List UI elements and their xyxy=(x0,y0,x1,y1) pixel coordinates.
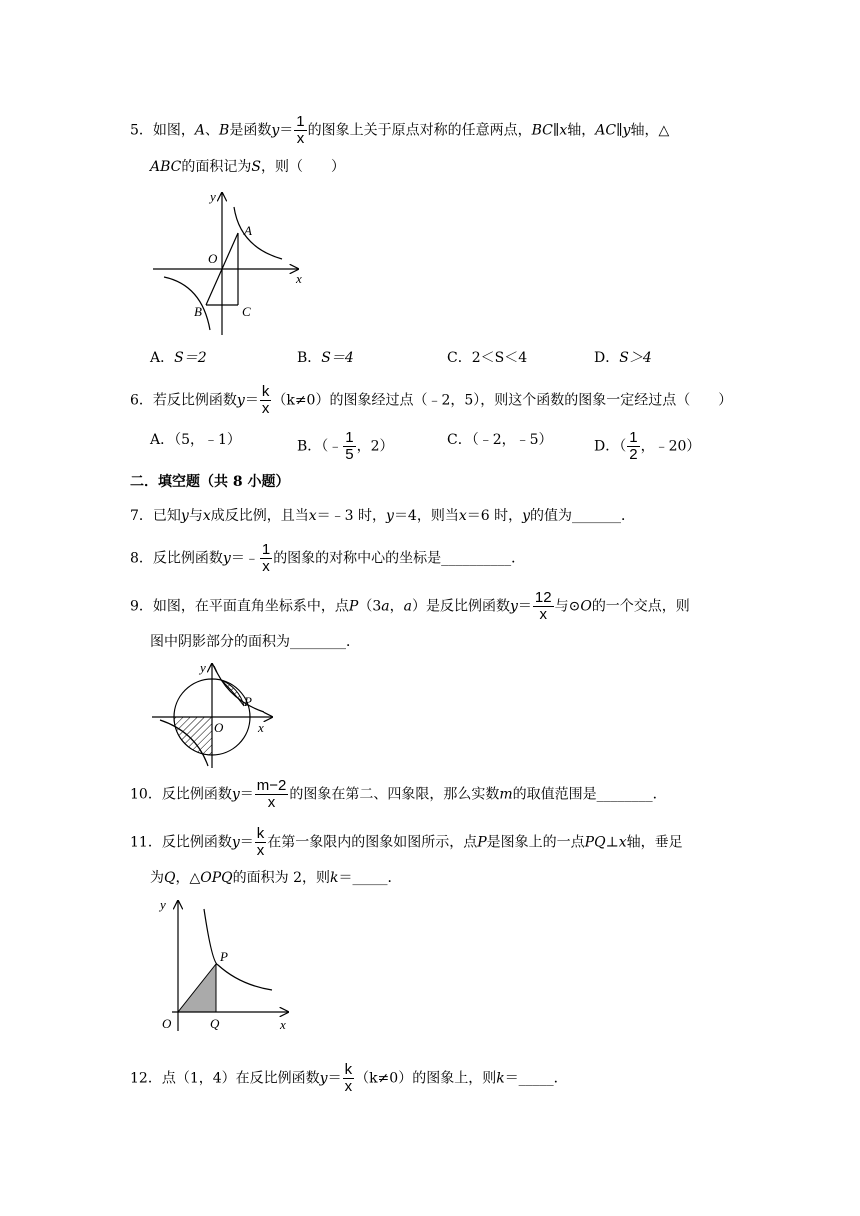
q6-option-b[interactable] xyxy=(297,430,394,463)
q9-var-y: y xyxy=(509,598,518,615)
q5-var-a: A xyxy=(194,122,206,139)
q9-text: ， xyxy=(389,598,404,615)
q7-line xyxy=(130,506,635,526)
q5-line2 xyxy=(150,157,345,177)
q12-condition: （k≠0） xyxy=(355,1070,413,1087)
q11-var-opq: OPQ xyxy=(200,870,233,886)
q9-var-a: a xyxy=(403,598,412,615)
q11-text: 的面积为 2，则 xyxy=(232,870,330,886)
fraction-denominator: 2 xyxy=(629,446,638,463)
option-fraction xyxy=(627,430,639,463)
q11-text: 在第一象限内的图象如图所示，点 xyxy=(267,834,478,851)
q6-line xyxy=(130,384,732,417)
q10-number: 10． xyxy=(130,786,162,803)
q11-text: 是图象上的一点 xyxy=(486,834,585,851)
q7-text: ＝﹣3 时， xyxy=(316,508,387,524)
q5-var-y: y xyxy=(622,122,631,139)
label-o: O xyxy=(208,251,218,266)
q6-text: 若反比例函数 xyxy=(152,392,237,409)
q10-var-y: y xyxy=(231,786,240,803)
q10-var-m: m xyxy=(499,786,513,803)
q7-text: 与 xyxy=(188,508,203,524)
q12-fraction xyxy=(343,1062,355,1095)
parallel-symbol: ∥ xyxy=(616,122,623,139)
option-body: B．（﹣ xyxy=(297,438,343,455)
q11-text: ⊥ xyxy=(605,834,619,851)
q8-fraction xyxy=(260,542,272,575)
q5-text: 是函数 xyxy=(229,122,272,139)
q5-eq: ＝ xyxy=(279,122,294,139)
label-y: y xyxy=(160,897,166,912)
option-body: A．（5，﹣1） xyxy=(150,432,241,448)
option-body: S＝4 xyxy=(321,350,354,366)
q7-var-x: x xyxy=(202,508,211,524)
label-p: P xyxy=(220,949,228,964)
q5-text: 轴， xyxy=(567,122,596,139)
q11-text: 反比例函数 xyxy=(161,834,232,851)
q9-number: 9． xyxy=(130,598,153,615)
q12-line xyxy=(130,1062,568,1095)
fraction-denominator: x xyxy=(296,130,305,147)
q6-option-c[interactable] xyxy=(447,430,553,450)
q5-option-b[interactable] xyxy=(297,348,354,368)
q5-option-d[interactable] xyxy=(594,348,652,368)
option-body: ，2） xyxy=(356,438,394,455)
q9-line2 xyxy=(150,632,360,652)
label-y: y xyxy=(210,189,216,204)
q5-sep: 、 xyxy=(205,122,220,139)
option-key: D． xyxy=(594,350,620,366)
q11-var-x: x xyxy=(618,834,627,851)
q9-line1 xyxy=(130,590,690,623)
curve-q1 xyxy=(234,207,282,259)
label-x: x xyxy=(258,720,264,735)
q6-fraction xyxy=(260,384,272,417)
q5-text: 的面积记为 xyxy=(181,159,252,175)
label-a: A xyxy=(244,223,252,238)
q8-text: 反比例函数 xyxy=(152,550,223,567)
fraction-numerator: 1 xyxy=(261,541,271,558)
fraction-numerator: k xyxy=(261,383,270,400)
fraction-denominator: x xyxy=(344,1078,353,1095)
section-heading: 二．填空题（共 8 小题） xyxy=(130,474,290,490)
q5-var-ac: AC xyxy=(595,122,617,139)
option-body: 2＜S＜4 xyxy=(471,350,528,366)
q7-var-y: y xyxy=(522,508,531,524)
q7-number: 7． xyxy=(130,508,153,524)
q10-text: 反比例函数 xyxy=(161,786,232,803)
q5-line1 xyxy=(130,114,669,147)
q6-text: 的图象经过点（﹣2，5），则这个函数的图象一定经过点（ ） xyxy=(329,392,733,409)
label-y: y xyxy=(200,660,206,675)
q5-number: 5． xyxy=(130,122,153,139)
fraction-denominator: x xyxy=(256,842,265,859)
label-b: B xyxy=(194,304,202,319)
q8-number: 8． xyxy=(130,550,153,567)
fraction-denominator: 5 xyxy=(345,446,354,463)
q5-fraction xyxy=(294,114,306,147)
curve-q3 xyxy=(164,277,210,330)
q5-text: 轴，△ xyxy=(630,122,670,139)
q11-var-k: k xyxy=(330,870,339,886)
q11-text: 为 xyxy=(150,870,164,886)
q12-number: 12． xyxy=(130,1070,162,1087)
option-body: D．（ xyxy=(594,438,627,455)
q12-var-k: k xyxy=(496,1070,505,1087)
q7-var-y: y xyxy=(180,508,189,524)
q11-line1 xyxy=(130,826,683,859)
q6-option-d[interactable] xyxy=(594,430,700,463)
q8-text: 的图象的对称中心的坐标是__________． xyxy=(273,550,526,567)
q8-line xyxy=(130,542,525,575)
q7-text: 的值为_______． xyxy=(530,508,636,524)
q9-eq: ＝ xyxy=(517,598,532,615)
q7-var-y: y xyxy=(386,508,394,524)
q9-text: 图中阴影部分的面积为________． xyxy=(150,634,360,650)
q9-var-a: a xyxy=(381,598,390,615)
fraction-denominator: x xyxy=(262,558,270,575)
q10-text: 的取值范围是________． xyxy=(512,786,667,803)
option-body: S＝2 xyxy=(174,350,207,366)
q7-var-x: x xyxy=(308,508,317,524)
q11-fraction xyxy=(255,826,267,859)
q7-text: ＝4，则当 xyxy=(393,508,459,524)
label-o: O xyxy=(214,720,224,735)
q9-text: （3 xyxy=(358,598,382,615)
label-o: O xyxy=(162,1016,172,1031)
q6-eq: ＝ xyxy=(244,392,259,409)
curve-q2 xyxy=(214,666,264,712)
label-x: x xyxy=(280,1017,286,1032)
parallel-symbol: ∥ xyxy=(552,122,560,139)
q9-fraction xyxy=(533,590,554,623)
q5-var-b: B xyxy=(219,122,230,139)
fraction-denominator: x xyxy=(267,794,276,811)
label-x: x xyxy=(296,271,302,286)
fraction-numerator: m−2 xyxy=(256,777,287,794)
label-q: Q xyxy=(210,1016,220,1031)
fraction-numerator: 1 xyxy=(629,429,638,446)
fraction-numerator: k xyxy=(344,1061,353,1078)
q7-text: 成反比例，且当 xyxy=(210,508,309,524)
q7-var-x: x xyxy=(458,508,467,524)
q5-var-x: x xyxy=(559,122,568,139)
q6-condition: （k≠0） xyxy=(272,392,330,409)
q5-figure xyxy=(148,185,313,340)
q11-eq: ＝ xyxy=(239,834,254,851)
q5-option-c[interactable] xyxy=(447,348,527,368)
q11-var-pq: PQ xyxy=(584,834,606,851)
q11-text: ，△ xyxy=(175,870,201,886)
fraction-numerator: k xyxy=(256,825,265,842)
triangle-opq xyxy=(178,964,216,1012)
option-body: ，﹣20） xyxy=(640,438,701,455)
q9-text: 与⊙ xyxy=(554,598,581,615)
q5-text: 的图象上关于原点对称的任意两点， xyxy=(307,122,532,139)
q5-var-bc: BC xyxy=(531,122,553,139)
q8-eq: ＝﹣ xyxy=(230,550,259,567)
q7-text: 已知 xyxy=(152,508,181,524)
q12-var-y: y xyxy=(319,1070,328,1087)
label-c: C xyxy=(242,304,251,319)
option-key: B． xyxy=(297,350,322,366)
q11-var-p: P xyxy=(477,834,487,851)
q6-option-a[interactable] xyxy=(150,430,241,450)
q12-eq: ＝ xyxy=(327,1070,342,1087)
q9-text: 的一个交点，则 xyxy=(591,598,690,615)
fraction-denominator: x xyxy=(261,400,270,417)
q6-number: 6． xyxy=(130,392,153,409)
q5-var-y: y xyxy=(271,122,280,139)
q5-option-a[interactable] xyxy=(150,348,207,368)
q11-line2 xyxy=(150,868,401,888)
q12-text: 的图象上，则 xyxy=(412,1070,497,1087)
fraction-numerator: 1 xyxy=(345,429,354,446)
option-key: C． xyxy=(447,350,472,366)
q11-number: 11． xyxy=(130,834,162,851)
fraction-numerator: 1 xyxy=(296,113,305,130)
q9-text: 如图，在平面直角坐标系中，点 xyxy=(152,598,349,615)
fraction-numerator: 12 xyxy=(534,589,552,606)
option-body: S＞4 xyxy=(619,350,652,366)
q9-var-p: P xyxy=(348,598,359,615)
option-body: C．（﹣2，﹣5） xyxy=(447,432,553,448)
q11-text: 轴，垂足 xyxy=(626,834,683,851)
q5-text: 如图， xyxy=(152,122,195,139)
q9-text: ）是反比例函数 xyxy=(411,598,510,615)
option-fraction xyxy=(343,430,355,463)
option-key: A． xyxy=(150,350,175,366)
q11-text: ＝_____． xyxy=(338,870,402,886)
q11-figure xyxy=(150,893,295,1033)
q5-var-abc: ABC xyxy=(150,159,182,175)
q8-var-y: y xyxy=(222,550,231,567)
q10-eq: ＝ xyxy=(239,786,254,803)
q10-line xyxy=(130,778,667,811)
q5-text: ，则（ ） xyxy=(260,159,345,175)
q12-text: ＝_____． xyxy=(504,1070,568,1087)
q10-fraction xyxy=(255,778,289,811)
q9-figure xyxy=(148,660,278,770)
q6-var-y: y xyxy=(236,392,245,409)
label-p: P xyxy=(244,694,252,709)
q10-text: 的图象在第二、四象限，那么实数 xyxy=(289,786,500,803)
q11-var-q: Q xyxy=(164,870,176,886)
q12-text: 点（1，4）在反比例函数 xyxy=(161,1070,320,1087)
fraction-denominator: x xyxy=(539,606,547,623)
q9-var-o: O xyxy=(580,598,592,615)
q11-var-y: y xyxy=(231,834,240,851)
q7-text: ＝6 时， xyxy=(466,508,523,524)
q5-var-s: S xyxy=(251,159,261,175)
